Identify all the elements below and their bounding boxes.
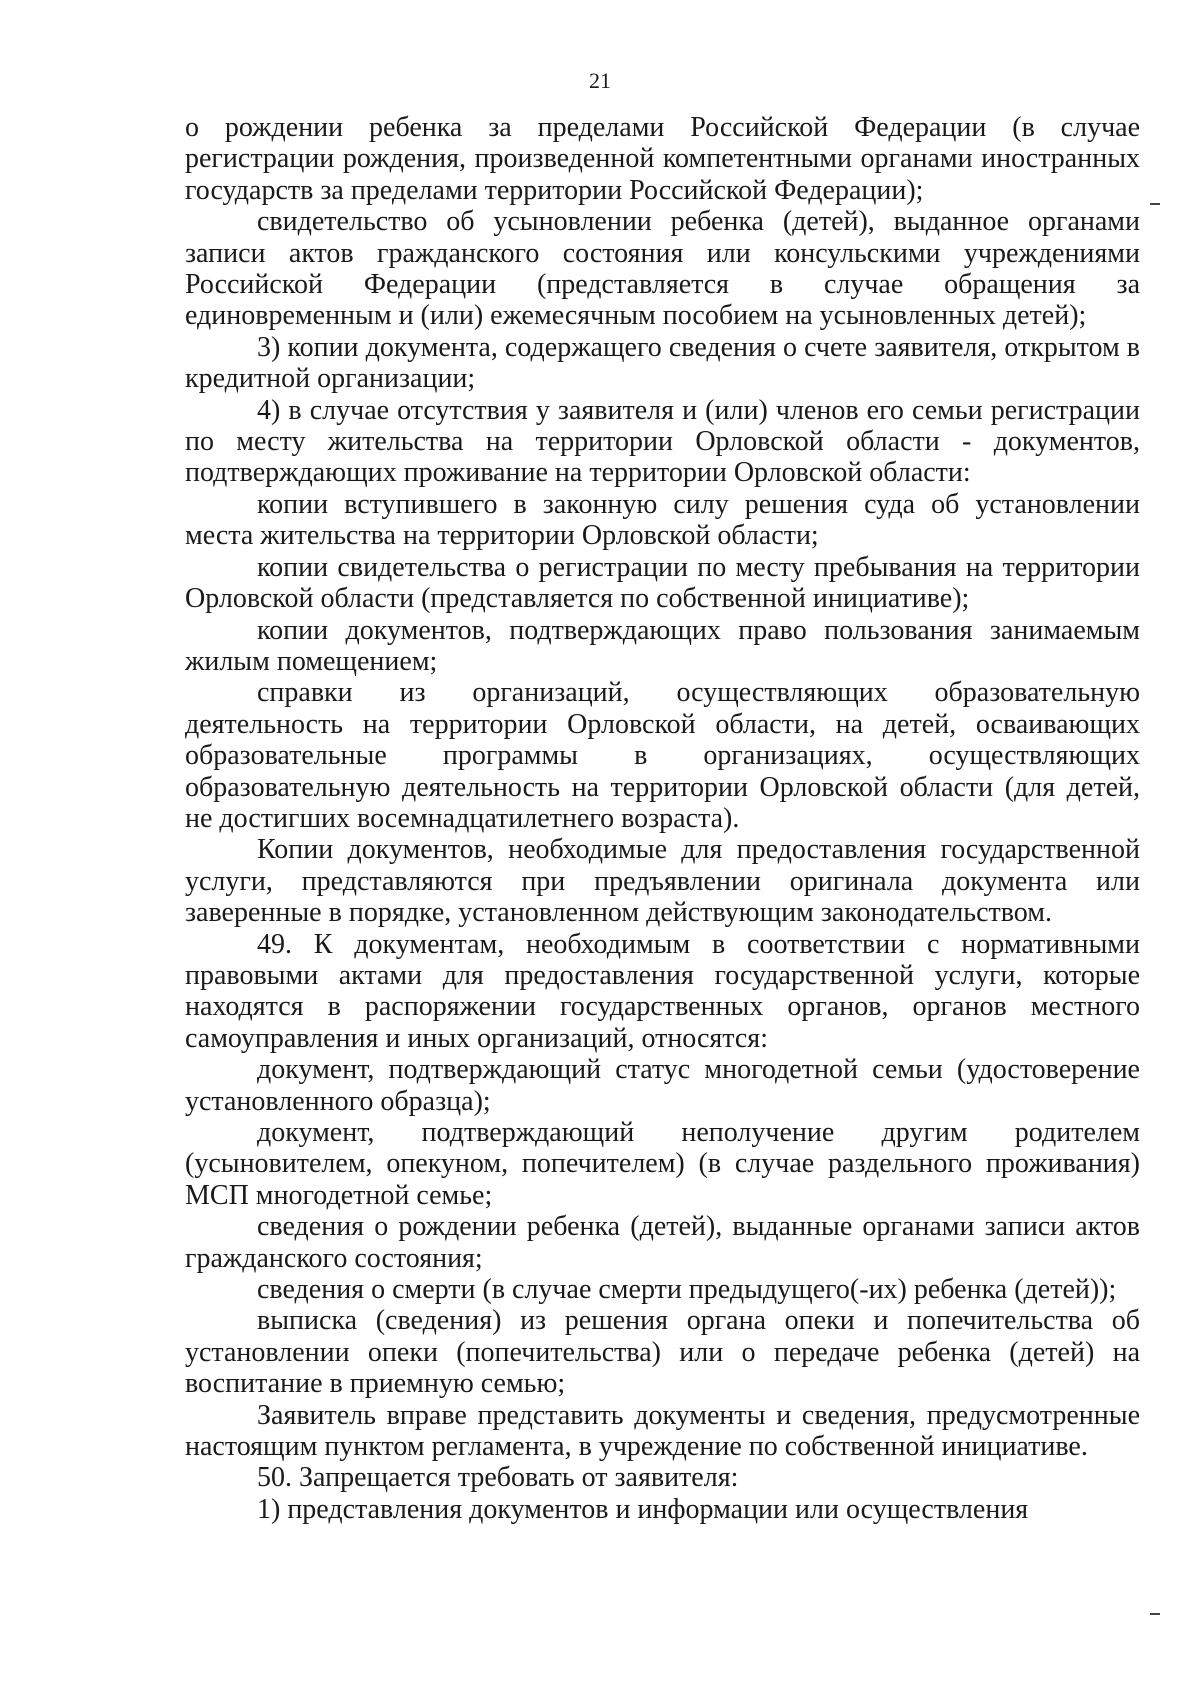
paragraph: справки из организаций, осуществляющих образовательную деятельность на территории Орловской области, на детей, осваивающих образовательные программы в организациях, осуществляющих образовательную деятельность на территории Орловской области (для детей, не достигших восемнадцатилетнего возраста). xyxy=(185,677,1140,834)
paragraph: Копии документов, необходимые для предоставления государственной услуги, представляются при предъявлении оригинала документа или заверенные в порядке, установленном действующим законодательством. xyxy=(185,834,1140,929)
paragraph: документ, подтверждающий статус многодетной семьи (удостоверение установленного образца); xyxy=(185,1054,1140,1117)
paragraph: свидетельство об усыновлении ребенка (детей), выданное органами записи актов гражданского состояния или консульскими учреждениями Российской Федерации (представляется в случае обращения за единовременным и (или) ежемесячным пособием на усыновленных детей); xyxy=(185,206,1140,332)
paragraph: о рождении ребенка за пределами Российской Федерации (в случае регистрации рождения, произведенной компетентными органами иностранных государств за пределами территории Российской Федерации); xyxy=(185,112,1140,206)
paragraph: 49. К документам, необходимым в соответствии с нормативными правовыми актами для предоставления государственной услуги, которые находятся в распоряжении государственных органов, органов местного самоуправления и иных организаций, относятся: xyxy=(185,928,1140,1054)
paragraph: Заявитель вправе представить документы и сведения, предусмотренные настоящим пунктом регламента, в учреждение по собственной инициативе. xyxy=(185,1399,1140,1463)
scan-mark xyxy=(1150,1613,1160,1615)
paragraph: 50. Запрещается требовать от заявителя: xyxy=(257,1462,739,1494)
paragraph: сведения о рождении ребенка (детей), выданные органами записи актов гражданского состояния; xyxy=(185,1211,1140,1274)
paragraph: 4) в случае отсутствия у заявителя и (или) членов его семьи регистрации по месту жительства на территории Орловской области - документов, подтверждающих проживание на территории Орловской области: xyxy=(185,394,1140,489)
paragraph: копии вступившего в законную силу решения суда об установлении места жительства на территории Орловской области; xyxy=(185,488,1140,552)
paragraph: 1) представления документов и информации или осуществления xyxy=(257,1493,1029,1525)
paragraph: выписка (сведения) из решения органа опеки и попечительства об установлении опеки (попечительства) или о передаче ребенка (детей) на воспитание в приемную семью; xyxy=(185,1305,1140,1400)
paragraph: сведения о смерти (в случае смерти предыдущего(-их) ребенка (детей)); xyxy=(257,1274,1117,1306)
paragraph: копии свидетельства о регистрации по месту пребывания на территории Орловской области (представляется по собственной инициативе); xyxy=(185,551,1140,615)
paragraph: 3) копии документа, содержащего сведения о счете заявителя, открытом в кредитной организации; xyxy=(185,331,1140,395)
page-number: 21 xyxy=(589,68,611,93)
scan-mark xyxy=(1150,203,1160,205)
paragraph: копии документов, подтверждающих право пользования занимаемым жилым помещением; xyxy=(185,614,1140,677)
paragraph: документ, подтверждающий неполучение другим родителем (усыновителем, опекуном, попечителем) (в случае раздельного проживания) МСП многодетной семье; xyxy=(185,1117,1140,1211)
document-body xyxy=(185,112,1140,1525)
